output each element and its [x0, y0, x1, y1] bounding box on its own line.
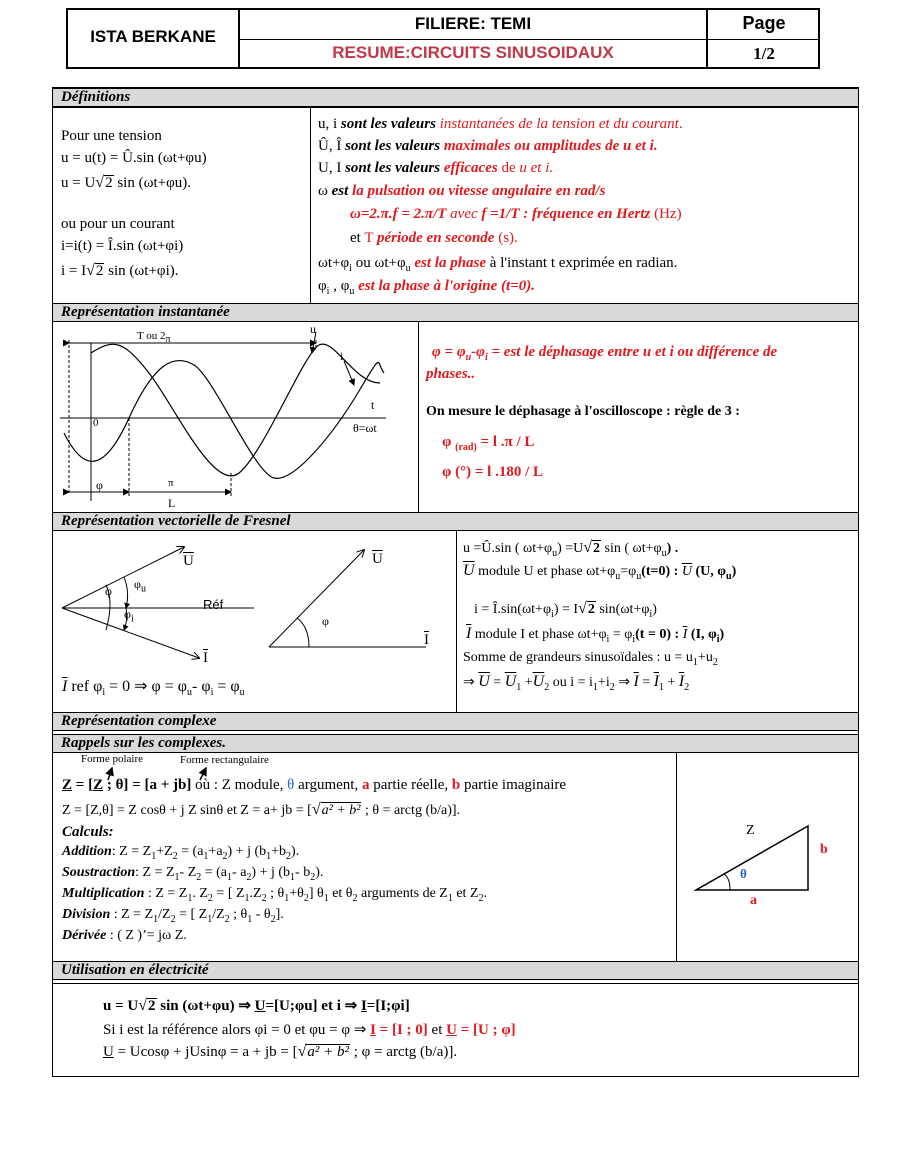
def-u-eff-formula: u = U√2 sin (ωt+φu). [61, 174, 191, 191]
triangle-Z-label: Z [746, 823, 755, 838]
fresnel-phi-label-2: φ [322, 614, 329, 628]
util-line-3: U = Ucosφ + jUsinφ = a + jb = [√a² + b² ; φ = arctg (b/a)]. [103, 1043, 458, 1060]
fresnel-U-label-2: $\overline{U}$ [372, 551, 383, 567]
graph-u-label: u [310, 322, 316, 336]
fresnel-ref-label: Réf [203, 597, 224, 612]
resume-title: RESUME:CIRCUITS SINUSOIDAUX [332, 43, 614, 62]
dephasage-def-cont: phases.. [426, 366, 476, 382]
section-definitions: Définitions [53, 88, 858, 107]
section-complexe: Représentation complexe [53, 712, 858, 731]
calculs-title: Calculs: [62, 824, 114, 840]
fresnel-U-module: $\overline{U}$ module U et phase $\omega t+\varphi_u=\varphi_u(t=0)$ : $\overline{U}$ (U, $\varphi_u$) [463, 562, 737, 582]
fresnel-somme: Somme de grandeurs sinusoïdales : $u = u_1+u_2$ [463, 650, 718, 668]
filiere-title: FILIERE: TEMI [414, 14, 532, 33]
graph-pi-label: π [168, 477, 174, 489]
graph-theta-label: θ=ωt [353, 421, 377, 435]
oscillo-rule: On mesure le déphasage à l'oscilloscope : règle de 3 : [426, 404, 740, 419]
calc-derivee: Dérivée : ( Z )’= jω Z. [62, 928, 187, 943]
def-periode: et T période en seconde (s). [350, 230, 518, 246]
section-rappels: Rappels sur les complexes. [53, 734, 858, 753]
fresnel-ref-formula: $\overline{I}$ ref $\varphi_i = 0$ ⇒ $\varphi = \varphi_u-$ $\varphi_i = \varphi_u$ [62, 678, 245, 699]
triangle-b-label: b [820, 842, 828, 857]
calc-division: Division : $Z = Z_1/Z_2$ = [ $Z_1/Z_2$ ; $\theta_1 - \theta_2$]. [62, 907, 284, 925]
def-i-eff-formula: i = I√2 sin (ωt+φi). [61, 262, 179, 279]
fresnel-I-module: $\overline{I}$ module I et phase $\omega t+\varphi_i = \varphi_i(t = 0)$ : $\overline{I}$ (I, $\varphi_i$) [466, 625, 725, 645]
phi-arc-2 [297, 618, 309, 647]
phi-deg-formula: φ (°) = l .180 / L [442, 464, 543, 480]
util-line-1: u = U√2 sin (ωt+φu) ⇒ U=[U;φu] et i ⇒ I=[I;φi] [103, 997, 410, 1014]
def-pulsation: ω est la pulsation ou vitesse angulaire en rad/s [318, 183, 606, 199]
school-name: ISTA BERKANE [90, 27, 216, 46]
header-table [66, 8, 820, 69]
section-fresnel: Représentation vectorielle de Fresnel [53, 512, 858, 531]
page-label: Page [742, 13, 786, 33]
forme-polaire-label: Forme polaire [81, 753, 144, 765]
triangle-theta-label: θ [740, 866, 747, 881]
graph-i-label: i [340, 349, 344, 363]
U-vector-2 [269, 550, 364, 647]
calc-multiplication: Multiplication : $Z = Z_1$. $Z_2$ = [ $Z_1.Z_2$ ; $\theta_1+\theta_2$] $\theta_1$ et $\theta_2$ arguments de $Z_1$ et $Z_2$. [62, 886, 487, 904]
def-maximales: Û, Î sont les valeurs maximales ou amplitudes de u et i. [318, 138, 658, 154]
phi-rad-formula: φ $_{(rad)}$ = l .π / L [442, 434, 535, 453]
def-instantanees: u, i sont les valeurs instantanées de la tension et du courant. [318, 116, 683, 132]
def-u-formula: u = u(t) = Û.sin (ωt+φu) [61, 150, 207, 166]
def-courant: ou pour un courant [61, 216, 175, 232]
graph-L-label: L [168, 496, 176, 510]
def-efficaces: U, I sont les valeurs efficaces de u et i. [318, 160, 554, 176]
graph-phi-label: φ [96, 478, 103, 492]
fresnel-phi-i-label: $\varphi_i$ [124, 607, 134, 625]
fresnel-phi-u-label: $\varphi_u$ [134, 577, 146, 595]
def-phase: $\omega t+\varphi_i$ ou $\omega t+\varphi_u$ est la phase à l'instant t exprimée en radian. [318, 255, 678, 274]
def-i-formula: i=i(t) = Î.sin (ωt+φi) [61, 238, 184, 254]
fresnel-diagram [54, 532, 454, 677]
def-tension: Pour une tension [61, 128, 162, 144]
triangle-a-label: a [750, 893, 757, 908]
complexe-forms: Z = [Z,θ] = Z cosθ + j Z sinθ et Z = a+ jb = [√a² + b² ; θ = arctg (b/a)]. [62, 801, 461, 818]
forme-rect-label: Forme rectangulaire [180, 754, 269, 766]
section-utilisation: Utilisation en électricité [53, 961, 858, 980]
fresnel-u-formula: u =Û.sin ( $\omega t+\varphi_u) =U√2$ sin ( $\omega t+\varphi_u$) . [463, 539, 679, 559]
phi-u-arc [124, 577, 128, 608]
U-vector [62, 547, 184, 608]
graph-time-label: t [371, 398, 375, 412]
section-instantanee: Représentation instantanée [53, 303, 858, 322]
sine-wave-graph [54, 323, 416, 511]
i-curve [64, 360, 384, 478]
def-phase-origine: $\varphi_i$ , $\varphi_u$ est la phase à l'origine (t=0). [318, 278, 536, 297]
util-line-2: Si i est la référence alors φi = 0 et φu = φ ⇒ I = [I ; 0] et U = [U ; φ] [103, 1022, 516, 1038]
fresnel-phi-label: φ [105, 584, 112, 598]
fresnel-I-label-2: $\overline{I}$ [424, 632, 429, 648]
def-omega-formula: ω=2.π.f = 2.π/T avec f =1/T : fréquence en Hertz (Hz) [350, 206, 682, 222]
graph-origin-label: 0 [93, 417, 99, 429]
calc-addition: Addition: $Z = Z_1+Z_2 = (a_1+a_2) + j$ $(b_1+b_2)$. [62, 844, 300, 862]
fresnel-i-formula: $i = Î.\sin(\omega t+\varphi_i) = I√2$ $\sin(\omega t+\varphi_i)$ [474, 600, 657, 620]
u-curve [91, 344, 380, 476]
fresnel-U-label-1: $\overline{U}$ [183, 553, 194, 569]
complex-triangle [690, 820, 820, 900]
fresnel-I-label-1: $\overline{I}$ [203, 650, 208, 666]
page-number: 1/2 [753, 44, 775, 63]
graph-t-label: T ou $2_\pi$ [137, 330, 171, 346]
calc-soustraction: Soustraction: $Z = Z_1-$ $Z_2 = (a_1-$ $a_2) + j$ ($b_1-$ $b_2$). [62, 865, 324, 883]
fresnel-somme-vect: ⇒ $\overline{U} = \overline{U}_1 +\overline{U}_2$ ou $i = i_1+i_2$ ⇒ $\overline{I} = \overline{I}_1 + \overline{I}_2$ [463, 673, 690, 693]
dephasage-def: $\varphi = \varphi_u-\varphi_i$ = est le déphasage entre u et i ou différence de [432, 344, 778, 363]
complexe-def: Z = [Z ; θ] = [a + jb] où : Z module, θ argument, a partie réelle, b partie imaginaire [62, 777, 567, 793]
